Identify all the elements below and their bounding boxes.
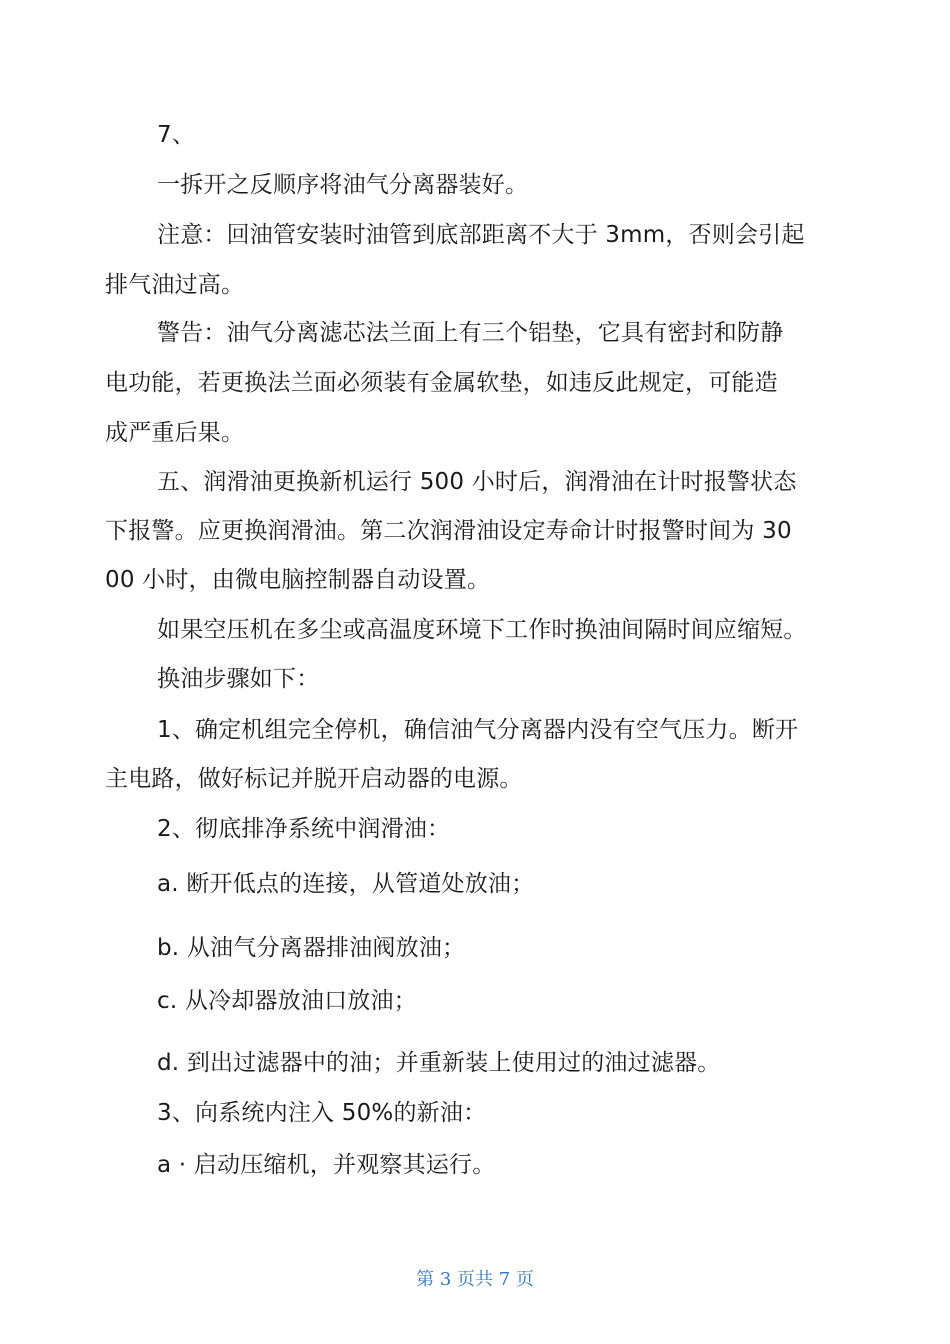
text-line: 00 小时，由微电脑控制器自动设置。: [105, 567, 491, 593]
text-line: 一拆开之反顺序将油气分离器装好。: [157, 172, 529, 198]
text-line: a · 启动压缩机，并观察其运行。: [157, 1152, 496, 1178]
text-line: 3、向系统内注入 50%的新油：: [157, 1100, 487, 1126]
text-line: a. 断开低点的连接，从管道处放油；: [157, 871, 535, 897]
text-line: 换油步骤如下：: [157, 666, 320, 692]
text-line: 如果空压机在多尘或高温度环境下工作时换油间隔时间应缩短。: [157, 617, 807, 643]
text-line: 注意：回油管安装时油管到底部距离不大于 3mm，否则会引起: [157, 222, 805, 248]
text-line: 排气油过高。: [105, 272, 245, 298]
text-line: 五、润滑油更换新机运行 500 小时后，润滑油在计时报警状态: [157, 469, 797, 495]
text-line: b. 从油气分离器排油阀放油；: [157, 935, 466, 961]
text-line: 电功能，若更换法兰面必须装有金属软垫，如违反此规定，可能造: [105, 370, 778, 396]
text-line: 1、确定机组完全停机，确信油气分离器内没有空气压力。断开: [157, 717, 799, 743]
text-line: c. 从冷却器放油口放油；: [157, 988, 417, 1014]
text-line: d. 到出过滤器中的油；并重新装上使用过的油过滤器。: [157, 1050, 721, 1076]
page-number: 第 3 页共 7 页: [416, 1269, 534, 1290]
text-line: 7、: [157, 122, 196, 148]
text-line: 下报警。应更换润滑油。第二次润滑油设定寿命计时报警时间为 30: [105, 518, 792, 544]
text-line: 警告：油气分离滤芯法兰面上有三个铝垫，它具有密封和防静: [157, 320, 784, 346]
text-line: 2、彻底排净系统中润滑油：: [157, 816, 451, 842]
text-line: 主电路，做好标记并脱开启动器的电源。: [105, 766, 523, 792]
text-line: 成严重后果。: [105, 420, 245, 446]
